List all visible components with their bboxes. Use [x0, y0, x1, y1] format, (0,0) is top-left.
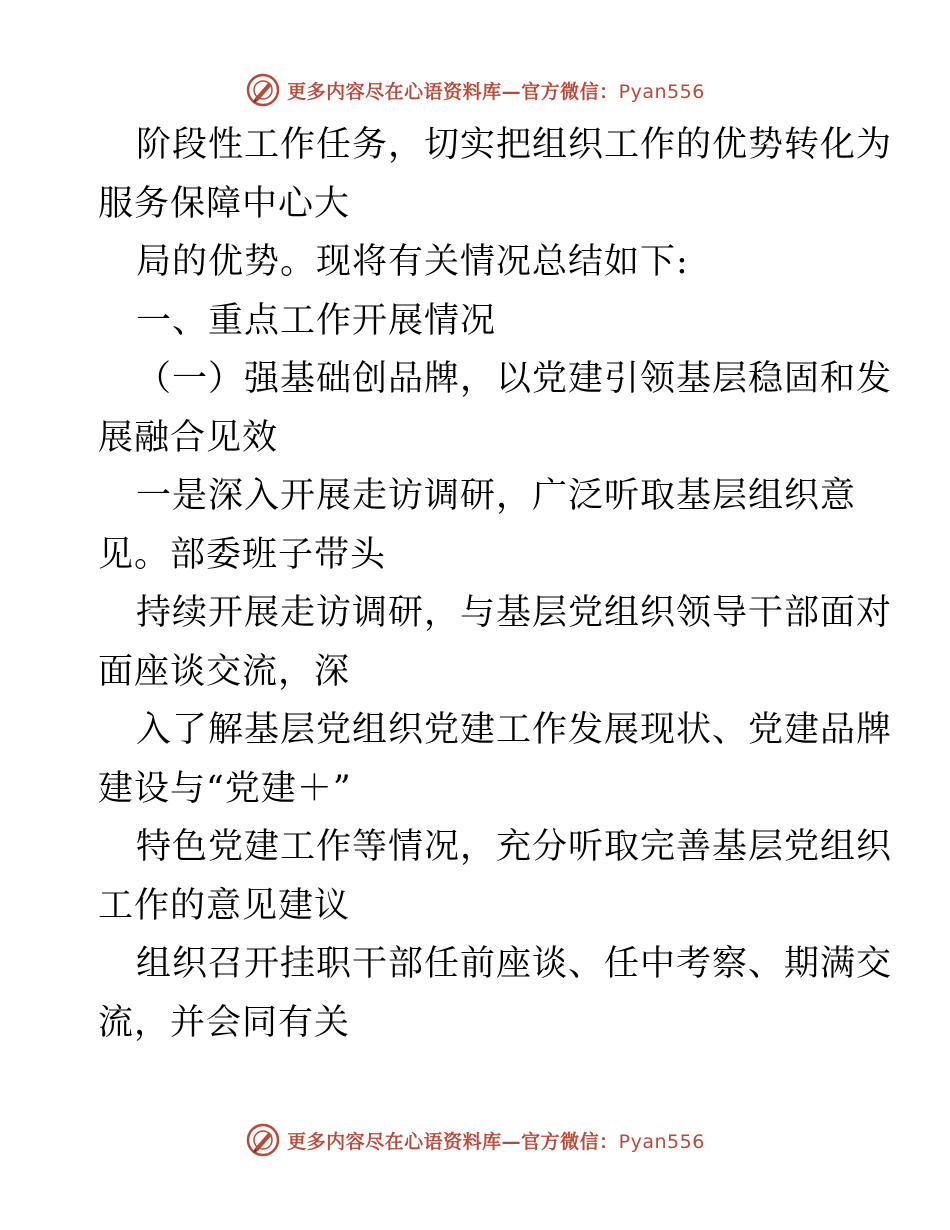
text-line: 建设与“党建＋”: [98, 768, 352, 809]
section-heading: 一、重点工作开展情况: [136, 300, 497, 341]
text-line: 服务保障中心大: [98, 183, 351, 224]
text-line: 特色党建工作等情况，充分听取完善基层党组织: [136, 827, 893, 867]
text-line: 持续开展走访调研，与基层党组织领导干部面对: [136, 593, 893, 633]
text-line: 工作的意见建议: [98, 885, 351, 926]
text-line: 见。部委班子带头: [98, 534, 387, 575]
text-line: 阶段性工作任务，切实把组织工作的优势转化为: [136, 125, 893, 165]
text-line: 流，并会同有关: [98, 1002, 351, 1043]
watermark-text: 更多内容尽在心语资料库—官方微信：Pyan556: [287, 80, 705, 103]
pen-logo-icon: [245, 72, 281, 108]
footer-watermark: [0, 1118, 950, 1162]
text-line: 面座谈交流，深: [98, 651, 351, 692]
pen-logo-icon: [245, 1122, 281, 1158]
text-line: 展融合见效: [98, 417, 279, 458]
document-body: [98, 116, 893, 1052]
subsection-heading: （一）强基础创品牌，以党建引领基层稳固和发: [136, 359, 893, 399]
text-line: 一是深入开展走访调研，广泛听取基层组织意: [136, 476, 857, 516]
watermark-text: 更多内容尽在心语资料库—官方微信：Pyan556: [287, 1130, 705, 1153]
text-line: 组织召开挂职干部任前座谈、任中考察、期满交: [136, 944, 893, 984]
header-watermark: [0, 68, 950, 112]
text-line: 入了解基层党组织党建工作发展现状、党建品牌: [136, 710, 893, 750]
text-line: 局的优势。现将有关情况总结如下:: [136, 242, 689, 282]
